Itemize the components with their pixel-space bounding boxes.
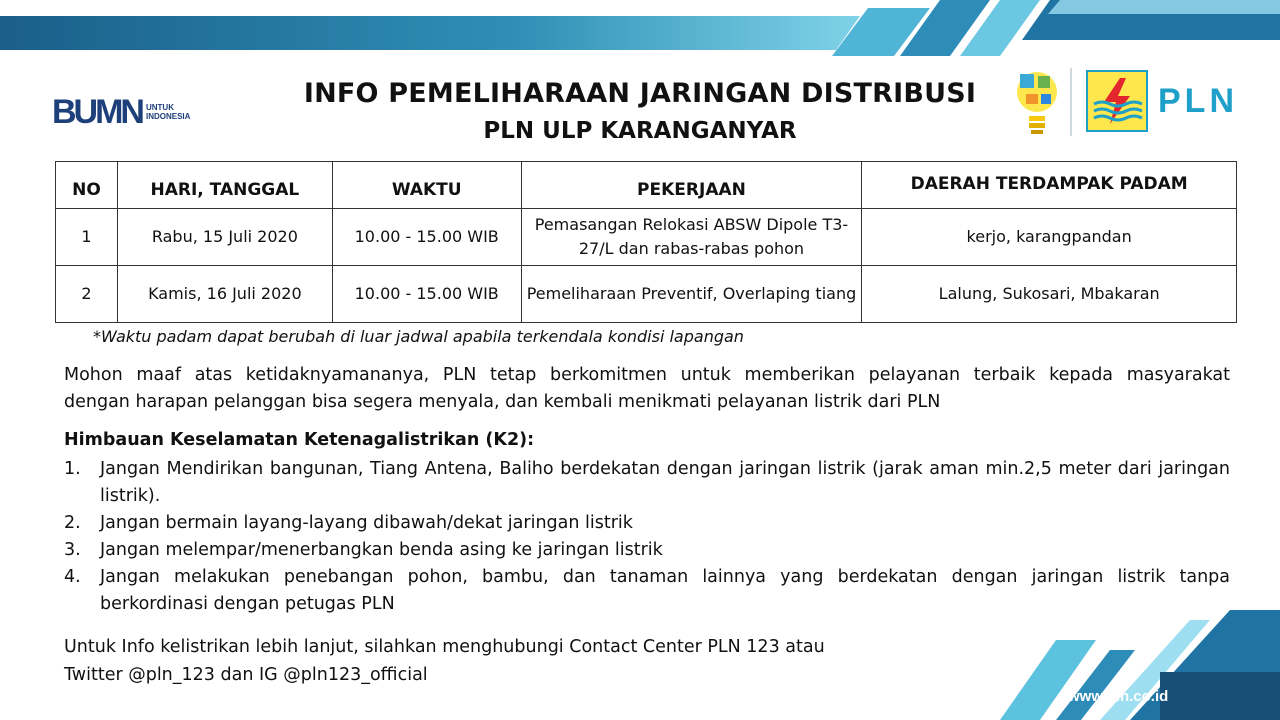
column-header-date: HARI, TANGGAL [117, 162, 332, 209]
list-item-number: 1. [64, 459, 81, 479]
bumn-logo-mark: BUMN [52, 93, 142, 131]
contact-info [64, 633, 884, 689]
table-row [56, 209, 1237, 266]
pln-emblem-icon [1086, 70, 1148, 132]
top-decoration-stripes [0, 0, 1280, 56]
cell-work: Pemasangan Relokasi ABSW Dipole T3-27/L dan rabas-rabas pohon [521, 209, 862, 266]
list-item-number: 2. [64, 513, 81, 533]
list-item [64, 510, 1230, 537]
list-item-number: 4. [64, 567, 81, 587]
page-subtitle: PLN ULP KARANGANYAR [483, 118, 797, 144]
page-title: INFO PEMELIHARAAN JARINGAN DISTRIBUSI [303, 78, 977, 109]
website-link[interactable]: www.pln.co.id [1068, 688, 1169, 705]
cell-date: Rabu, 15 Juli 2020 [117, 209, 332, 266]
pln-logo-text: PLN [1158, 82, 1238, 120]
list-item-number: 3. [64, 540, 81, 560]
maintenance-schedule-table [55, 161, 1237, 323]
list-item [64, 456, 1230, 510]
cell-affected-area: Lalung, Sukosari, Mbakaran [862, 266, 1237, 323]
cell-date: Kamis, 16 Juli 2020 [117, 266, 332, 323]
cell-no: 1 [56, 209, 118, 266]
table-row [56, 266, 1237, 323]
safety-list [64, 456, 1230, 618]
schedule-note: *Waktu padam dapat berubah di luar jadwal apabila terkendala kondisi lapangan [93, 327, 744, 346]
bumn-logo [52, 94, 212, 130]
cell-affected-area: kerjo, karangpandan [862, 209, 1237, 266]
cell-no: 2 [56, 266, 118, 323]
cell-time: 10.00 - 15.00 WIB [332, 266, 521, 323]
list-item [64, 564, 1230, 618]
column-header-time: WAKTU [332, 162, 521, 209]
list-item [64, 537, 1230, 564]
column-header-work: PEKERJAAN [521, 162, 862, 209]
logo-separator [1070, 68, 1072, 136]
cell-work: Pemeliharaan Preventif, Overlaping tiang [521, 266, 862, 323]
contact-line-1: Untuk Info kelistrikan lebih lanjut, silahkan menghubungi Contact Center PLN 123 atau [64, 637, 825, 657]
bumn-logo-subtext: UNTUK INDONESIA [145, 103, 191, 121]
list-item-text: Jangan melakukan penebangan pohon, bambu, dan tanaman lainnya yang berdekatan dengan jaringan listrik tanpa berkordinasi dengan petugas PLN [100, 567, 1230, 614]
contact-line-2: Twitter @pln_123 dan IG @pln123_official [64, 665, 428, 685]
list-item-text: Jangan Mendirikan bangunan, Tiang Antena, Baliho berdekatan dengan jaringan listrik (jarak aman min.2,5 meter dari jaringan listrik). [100, 459, 1230, 506]
table-header-row [56, 162, 1237, 209]
apology-line-1: Mohon maaf atas ketidaknyamananya, PLN tetap berkomitmen untuk memberikan pelayanan terbaik kepada masyarakat [64, 365, 1230, 385]
list-item-text: Jangan bermain layang-layang dibawah/dekat jaringan listrik [100, 513, 633, 533]
safety-title: Himbauan Keselamatan Ketenagalistrikan (K2): [64, 430, 535, 450]
column-header-affected-area: DAERAH TERDAMPAK PADAM [862, 162, 1237, 209]
pln-logo [1008, 66, 1240, 138]
apology-line-2: dengan harapan pelanggan bisa segera menyala, dan kembali menikmati pelayanan listrik dari PLN [64, 392, 941, 412]
list-item-text: Jangan melempar/menerbangkan benda asing ke jaringan listrik [100, 540, 663, 560]
column-header-no: NO [56, 162, 118, 209]
cell-time: 10.00 - 15.00 WIB [332, 209, 521, 266]
